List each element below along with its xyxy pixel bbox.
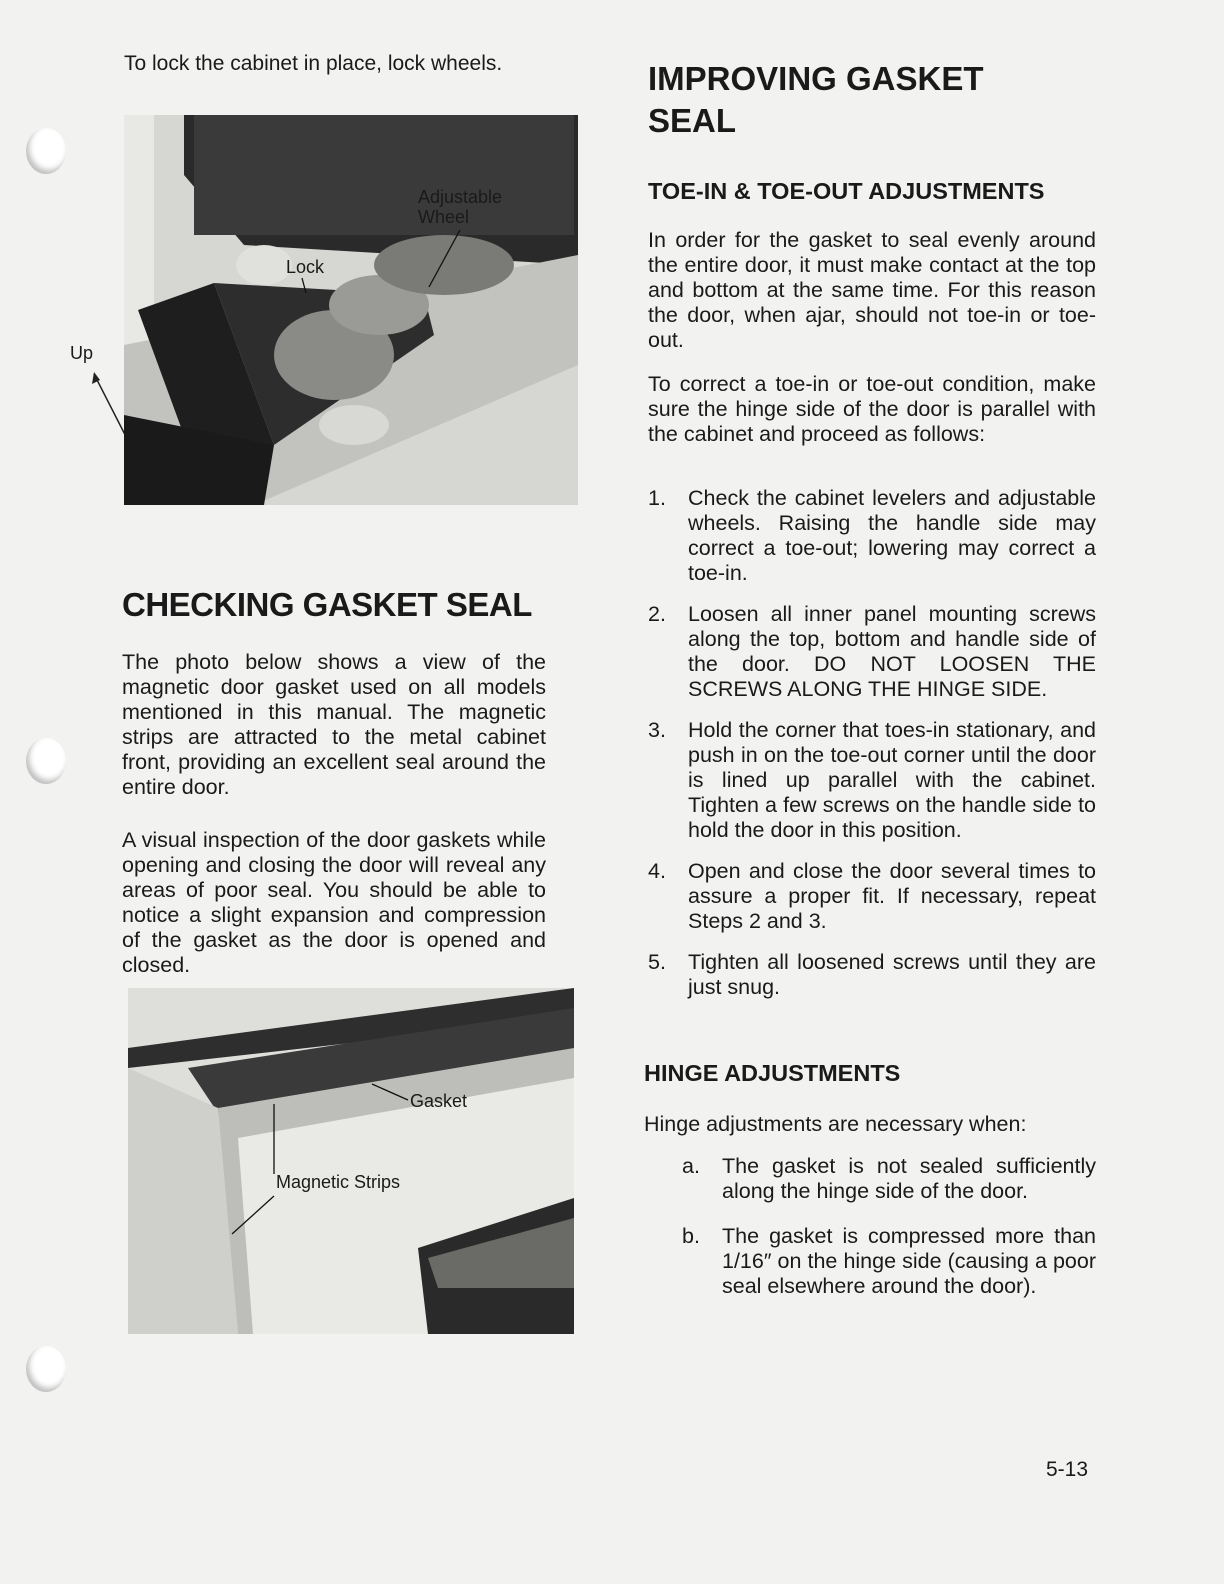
lock-wheels-instruction: To lock the cabinet in place, lock wheels.	[124, 52, 503, 75]
step-number: 3.	[648, 718, 666, 742]
gasket-photo	[128, 988, 574, 1334]
magnetic-strips-label: Magnetic Strips	[276, 1172, 401, 1192]
list-item	[648, 950, 1096, 1000]
punch-hole	[26, 738, 66, 784]
gasket-description: The photo below shows a view of the magnetic door gasket used on all models mentioned in this manual. The magnetic strips are attracted to the metal cabinet front, providing an excellent seal around the entire door.	[122, 650, 546, 799]
page-number: 5-13	[1045, 1458, 1088, 1481]
step-text: Loosen all inner panel mounting screws along the top, bottom and handle side of the door. DO NOT LOOSEN THE SCREWS ALONG THE HINGE SIDE.	[688, 602, 1096, 701]
toe-adjustments-intro: In order for the gasket to seal evenly around the entire door, it must make contact at the top and bottom at the same time. For this reason the door, when ajar, should not toe-in or toe-out.	[648, 228, 1096, 352]
condition-letter: b.	[682, 1224, 700, 1248]
step-number: 2.	[648, 602, 666, 626]
gasket-label: Gasket	[410, 1091, 468, 1111]
up-label: Up	[70, 343, 94, 363]
list-item	[682, 1224, 1096, 1299]
condition-text: The gasket is not sealed sufficiently along the hinge side of the door.	[722, 1154, 1096, 1203]
toe-adjustment-steps	[648, 486, 1096, 1016]
hinge-conditions	[682, 1154, 1096, 1315]
toe-adjustments-heading: TOE-IN & TOE-OUT ADJUSTMENTS	[648, 178, 1045, 204]
lock-label: Lock	[286, 257, 325, 277]
wheel-label: Wheel	[418, 207, 470, 227]
gasket-inspection: A visual inspection of the door gaskets while opening and closing the door will reveal any areas of poor seal. You should be able to notice a slight expansion and compression of the gasket as the door is opened and closed.	[122, 828, 546, 977]
step-number: 4.	[648, 859, 666, 883]
hinge-adjustments-heading: HINGE ADJUSTMENTS	[644, 1060, 901, 1086]
condition-text: The gasket is compressed more than 1/16″ on the hinge side (causing a poor seal elsewhere around the door).	[722, 1224, 1096, 1298]
hinge-adjustments-intro: Hinge adjustments are necessary when:	[644, 1112, 1027, 1136]
list-item	[648, 486, 1096, 586]
adjustable-wheel-photo	[124, 115, 578, 505]
checking-gasket-seal-heading: CHECKING GASKET SEAL	[122, 586, 532, 623]
condition-letter: a.	[682, 1154, 700, 1178]
improving-gasket-seal-heading: IMPROVING GASKET SEAL	[648, 60, 984, 139]
step-number: 1.	[648, 486, 666, 510]
step-text: Check the cabinet levelers and adjustable wheels. Raising the handle side may correct a toe-out; lowering may correct a toe-in.	[688, 486, 1096, 585]
list-item	[682, 1154, 1096, 1204]
punch-hole	[26, 1346, 66, 1392]
list-item	[648, 602, 1096, 702]
step-text: Hold the corner that toes-in stationary, and push in on the toe-out corner until the door is lined up parallel with the cabinet. Tighten a few screws on the handle side to hold the door in this position.	[688, 718, 1096, 842]
list-item	[648, 859, 1096, 934]
toe-correction-intro: To correct a toe-in or toe-out condition, make sure the hinge side of the door is parallel with the cabinet and proceed as follows:	[648, 372, 1096, 446]
list-item	[648, 718, 1096, 843]
step-number: 5.	[648, 950, 666, 974]
step-text: Tighten all loosened screws until they are just snug.	[688, 950, 1096, 999]
punch-hole	[26, 128, 66, 174]
adjustable-label: Adjustable	[418, 187, 503, 207]
step-text: Open and close the door several times to assure a proper fit. If necessary, repeat Steps 2 and 3.	[688, 859, 1096, 933]
